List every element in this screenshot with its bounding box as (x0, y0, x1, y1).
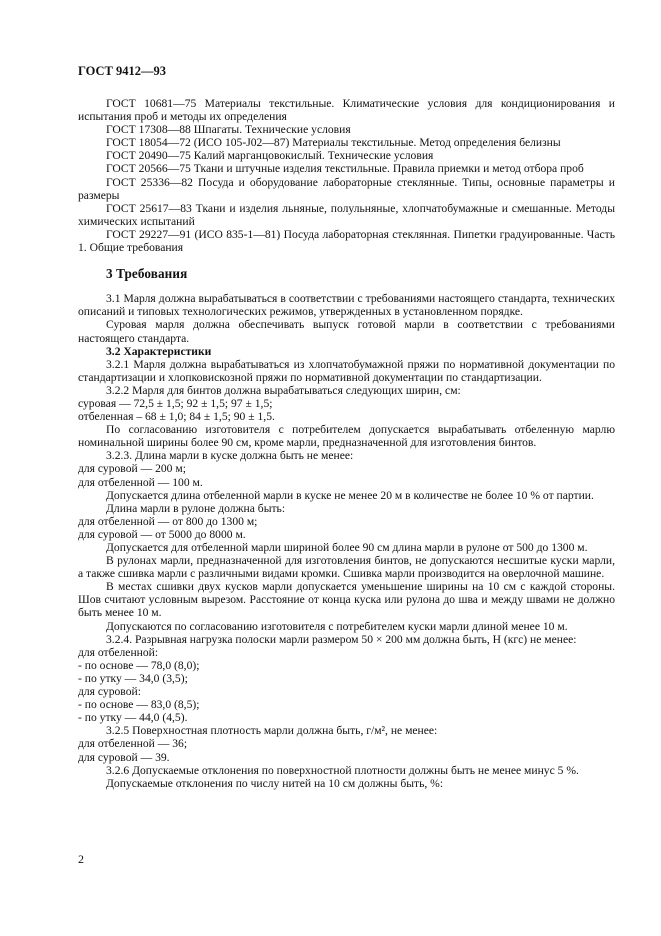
piece-bleached: для отбеленной — 100 м. (78, 475, 203, 489)
para-3-2-6-threads: Допускаемые отклонения по числу нитей на 10 см должны быть, %: (106, 776, 444, 790)
roll-bleached: для отбеленной — от 800 до 1300 м; (78, 514, 258, 528)
para-3-1: 3.1 Марля должна вырабатываться в соответствии с требованиями настоящего стандарта, технических описаний и типовых технологических режимов, утвержденных в установленном порядке. (78, 292, 615, 319)
load-raw: для суровой: (78, 685, 141, 699)
ref-gost-18054: ГОСТ 18054—72 (ИСО 105-J02—87) Материалы текстильные. Метод определения белизны (106, 136, 561, 150)
density-raw: для суровой — 39. (78, 750, 170, 764)
para-agreement-width: По согласованию изготовителя с потребителем допускается вырабатывать отбеленную марлю номинальной ширины более 90 см, кроме марли, предназначенной для изготовления бинтов. (78, 423, 615, 450)
para-3-2-5: 3.2.5 Поверхностная плотность марли должна быть, г/м², не менее: (106, 724, 438, 738)
ref-gost-25617: ГОСТ 25617—83 Ткани и изделия льняные, полульняные, хлопчатобумажные и смешанные. Методы химических испытаний (78, 201, 615, 228)
roll-heading: Длина марли в рулоне должна быть: (106, 501, 286, 515)
ref-gost-25336: ГОСТ 25336—82 Посуда и оборудование лабораторные стеклянные. Типы, основные параметры и размеры (78, 175, 615, 202)
load-bleached-weft: - по утку — 34,0 (3,5); (78, 671, 188, 685)
para-agreement-short: Допускаются по согласованию изготовителя с потребителем куски марли длиной менее 10 м. (106, 619, 568, 633)
width-bleached: отбеленная – 68 ± 1,0; 84 ± 1,5; 90 ± 1,5. (78, 410, 275, 424)
para-3-2-4: 3.2.4. Разрывная нагрузка полоски марли размером 50 × 200 мм должна быть, Н (кгс) не менее: (106, 632, 577, 646)
page-number: 2 (78, 852, 84, 866)
density-bleached: для отбеленной — 36; (78, 737, 188, 751)
para-seam: В местах сшивки двух кусков марли допускается уменьшение ширины на 10 см с каждой стороны. Шов считают условным вырезом. Расстояние от конца куска или рулона до шва и между швами не должно быть менее 10 м. (78, 580, 615, 620)
load-bleached-warp: - по основе — 78,0 (8,0); (78, 658, 200, 672)
ref-gost-17308: ГОСТ 17308—88 Шпагаты. Технические условия (106, 123, 351, 137)
para-3-2-3: 3.2.3. Длина марли в куске должна быть не менее: (106, 449, 354, 463)
para-rolls: В рулонах марли, предназначенной для изготовления бинтов, не допускаются несшитые куски марли, а также сшивка марли с различными видами кромки. Сшивка марли производится на оверлочной машине. (78, 554, 615, 581)
para-roll-allowance: Допускается для отбеленной марли шириной более 90 см длина марли в рулоне от 500 до 1300 м. (106, 541, 588, 554)
ref-gost-20566: ГОСТ 20566—75 Ткани и штучные изделия текстильные. Правила приемки и метод отбора проб (106, 162, 584, 176)
piece-raw: для суровой — 200 м; (78, 462, 186, 476)
load-raw-weft: - по утку — 44,0 (4,5). (78, 711, 188, 725)
para-3-1-raw: Суровая марля должна обеспечивать выпуск готовой марли в соответствии с требованиями настоящего стандарта. (78, 318, 615, 345)
subsection-title: 3.2 Характеристики (106, 344, 212, 358)
load-bleached: для отбеленной: (78, 645, 159, 659)
ref-gost-10681: ГОСТ 10681—75 Материалы текстильные. Климатические условия для кондиционирования и испытания проб и методы их определения (78, 97, 615, 124)
para-3-2-2: 3.2.2 Марля для бинтов должна вырабатываться следующих ширин, см: (106, 383, 461, 397)
para-3-2-1: 3.2.1 Марля должна вырабатываться из хлопчатобумажной пряжи по нормативной документации по стандартизации и хлопковискозной пряжи по нормативной документации по стандартизации. (78, 357, 615, 384)
para-piece-allowance: Допускается длина отбеленной марли в куске не менее 20 м в количестве не более 10 % от партии. (106, 488, 594, 502)
page-header: ГОСТ 9412—93 (78, 64, 167, 78)
ref-gost-20490: ГОСТ 20490—75 Калий марганцовокислый. Технические условия (106, 149, 434, 163)
document-body (78, 97, 615, 790)
ref-gost-29227: ГОСТ 29227—91 (ИСО 835-1—81) Посуда лабораторная стеклянная. Пипетки градуированные. Часть 1. Общие требования (78, 227, 615, 255)
section-title: 3 Требования (106, 266, 188, 282)
width-raw: суровая — 72,5 ± 1,5; 92 ± 1,5; 97 ± 1,5; (78, 396, 273, 410)
para-3-2-6: 3.2.6 Допускаемые отклонения по поверхностной плотности должны быть не менее минус 5 %. (106, 763, 579, 777)
load-raw-warp: - по основе — 83,0 (8,5); (78, 698, 200, 712)
roll-raw: для суровой — от 5000 до 8000 м. (78, 527, 246, 541)
